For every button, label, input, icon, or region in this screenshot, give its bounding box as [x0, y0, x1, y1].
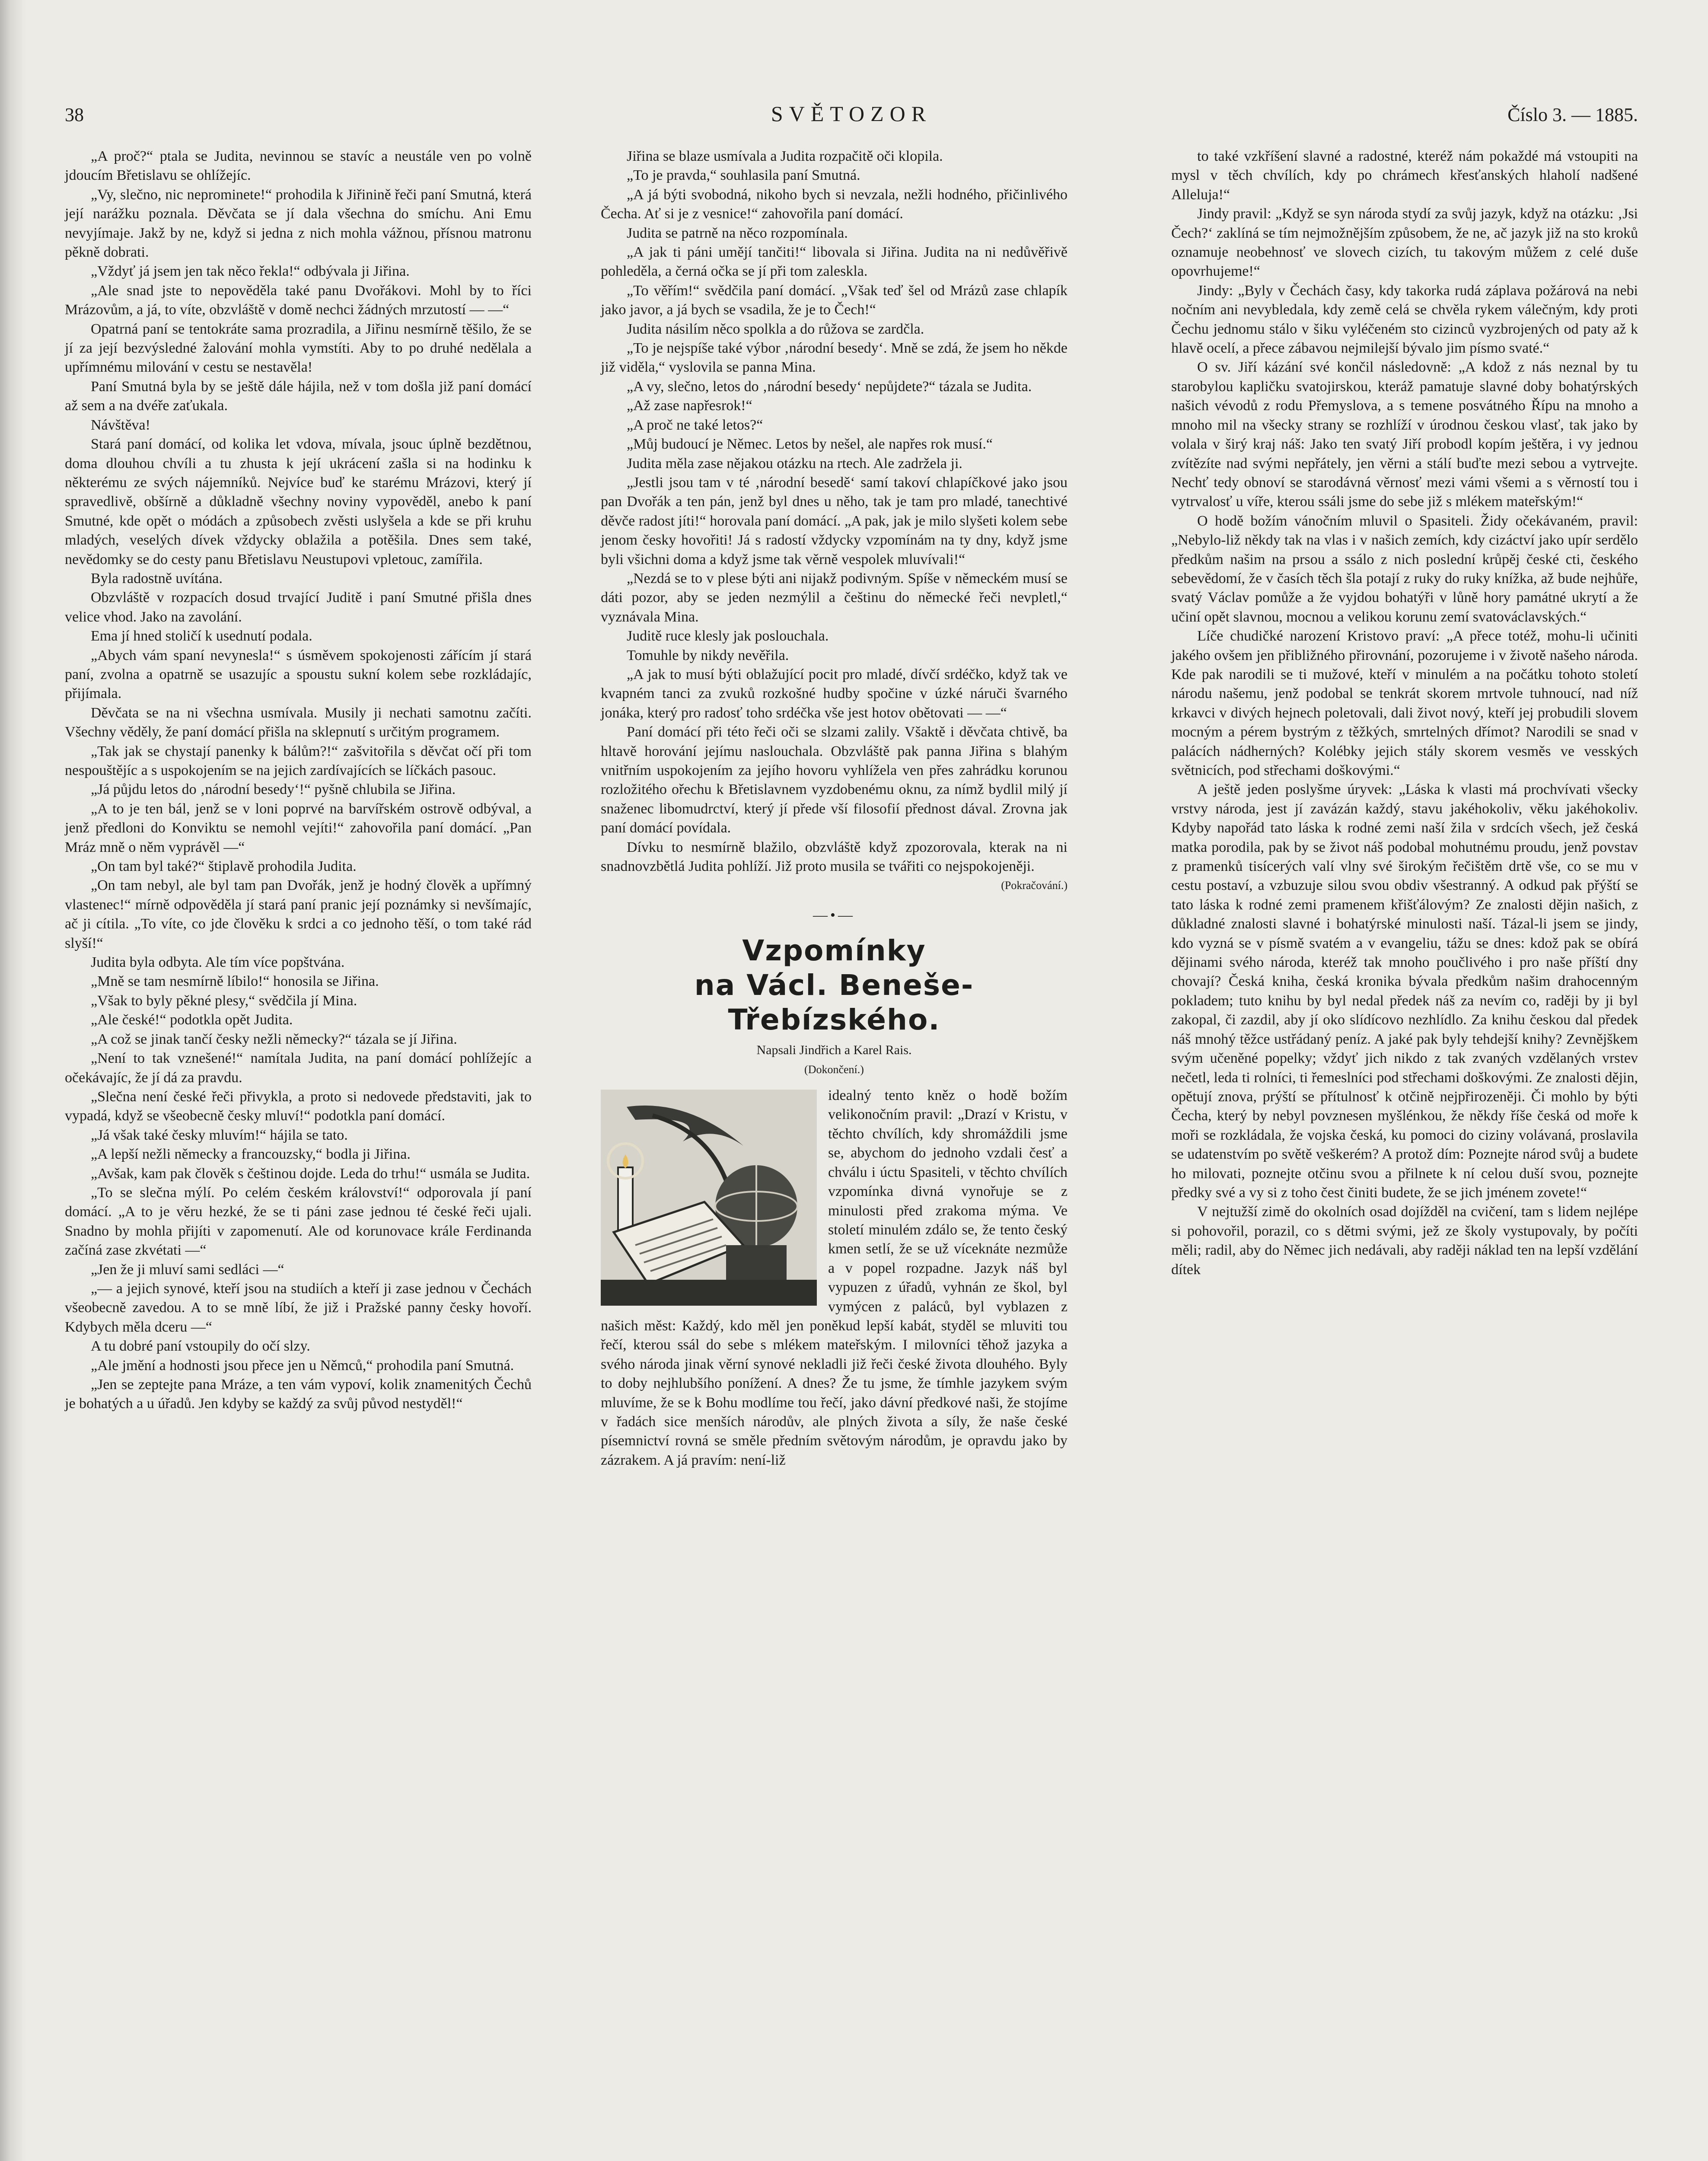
page-header: [65, 99, 1638, 134]
paragraph: „Až zase napřesrok!“: [627, 398, 752, 414]
paragraph: idealný tento kněz o hodě božím velikonočním pravil: „Drazí v Kristu, v těchto chvílích, kdy shromáždili jsme se, abychom do jednoho vzdali česť a chválu i úctu Spasiteli, v těchto chvílích vzpomínka divná vynořuje se z minulosti před zrakoma mýma. Ve století minulém zdálo se, že tento český kmen setlí, že se už víceknáte nezmůže a v popel rozpadne. Jazyk náš byl vypuzen z úřadů, vyhnán ze škol, byl vymýcen z paláců, byl vyblazen z našich měst: Každý, kdo měl jen poněkud lepší kabát, styděl se mluviti tou řečí, kterou ssál do sebe s mlékem mateřským. I milovníci těhož jazyka a svého národa jinak věrní synové nekladli již řeči české života dlouhého. Byly to doby nejhlubšího ponížení. A dnes? Že tu jsme, že tímhle jazykem svým mluvíme, že se k Bohu modlíme tou řečí, jako dávní předkové naši, že stojíme v řadách sice menších národův, ale plných života a síly, že naše české písemnictví rovná se směle předním světovým národům, je opravdu jako by zázrakem. A já pravím: není-liž: [601, 1087, 1068, 1468]
paragraph: „Není to tak vznešené!“ namítala Judita, na paní domácí pohlížejíc a očekávajíc, že jí dá za pravdu.: [65, 1050, 532, 1086]
column-3: [1171, 147, 1638, 1279]
paragraph: O hodě božím vánočním mluvil o Spasiteli. Židy očekávaném, pravil: „Nebylo-liž někdy tak na vlas i v našich zemích, kdy cizáctví jako upír serdělo předkům našim na prsou a ssálo z nich poslední krůpěj české cti, českého sebevědomí, že v časích těch šla potají z ruky do ruky knížka, až bude nejhůře, svatý Václav pomůže a že vyjdou bohatýři v lůně hory památné ukrytí a že učiní opět slavnou, mocnou a velikou korunu zemí svatováclavských.“: [1171, 513, 1638, 625]
paragraph: Opatrná paní se tentokráte sama prozradila, a Jiřinu nesmírně těšilo, že se jí za její bezvýsledné žalování mohla vymstíti. Aby to po druhé nedělala a upřímnému milování v cestu se nestavěla!: [65, 321, 532, 376]
paragraph: „Já však také česky mluvím!“ hájila se tato.: [91, 1127, 348, 1143]
book-globe-candle-illustration: [601, 1090, 817, 1306]
paragraph: Jindy: „Byly v Čechách časy, kdy takorka rudá záplava požárová na nebi nočním ani nevybledala, kdy země celá se chvěla rykem válečným, kdy proti Čechu jednomu stálo v šiku vyléčeném sto cizinců vyzbrojených od paty až k hlavě ocelí, a přece zábavou nejmilejší bývalo jim písmo svaté.“: [1171, 282, 1638, 357]
section-ornament: —•—: [813, 907, 855, 923]
paragraph: „To se slečna mýlí. Po celém českém království!“ odporovala jí paní domácí. „A to je věru hezké, že se ti páni zase jednou té české řeči ujali. Snadno by mohla přijíti v zapomenutí. Ale od korunovace krále Ferdinanda začíná zase zkvétati —“: [65, 1184, 532, 1259]
paragraph: Stará paní domácí, od kolika let vdova, mívala, jsouc úplně bezdětnou, doma dlouhou chvíli a tu zhusta k její ukrácení zašla si na hodinku k některému ze svých nájemníků. Nejvíce buď ke starému Mrázovi, který jí spravedlivě, obšírně a důkladně všechny noviny vypověděl, anebo k paní Smutné, kde opět o módách a způsobech zvěsti uslyšela a kde se při kruhu mladých, veselých dívek vždycky oblažila a potěšila. Dnes sem také, nevědomky se do cesty panu Břetislavu Neustupovi vpletouc, zamířila.: [65, 436, 532, 567]
paragraph: V nejtužší zimě do okolních osad dojížděl na cvičení, tam s lidem nejlépe si pohovořil, porazil, co s dětmi svými, jež ze školy vystupovaly, by počíti měli; radil, aby do Němec jich nedávali, aby raději náklad ten na lepší vzdělání dítek: [1171, 1204, 1638, 1278]
paragraph: „A proč?“ ptala se Judita, nevinnou se stavíc a neustále ven po volně jdoucím Břetislavu se ohlížejíc.: [65, 148, 532, 184]
paragraph: „A proč ne také letos?“: [627, 417, 763, 433]
paragraph: „On tam byl také?“ štiplavě prohodila Judita.: [91, 858, 357, 875]
scan-page-edge: [0, 0, 26, 2161]
paragraph: „A vy, slečno, letos do ‚národní besedy‘ nepůjdete?“ tázala se Judita.: [627, 378, 1032, 395]
newspaper-page: [65, 99, 1638, 2161]
paragraph: Děvčata se na ni všechna usmívala. Musily ji nechati samotnu začíti. Všechny věděly, že paní domácí přišla na sklepnutí s určitým programem.: [65, 704, 532, 740]
paragraph: „Můj budoucí je Němec. Letos by nešel, ale napřes rok musí.“: [627, 436, 993, 453]
paragraph: Tomuhle by nikdy nevěřila.: [627, 647, 789, 663]
paragraph: „Vy, slečno, nic neprominete!“ prohodila k Jiřinině řeči paní Smutná, která její narážku poznala. Děvčata se jí dala všechna do smíchu. Ani Emu nevyjímaje. Jakž by ne, když si jedna z nich mohla vážnou, přísnou matronu pěkně dobrati.: [65, 186, 532, 261]
paragraph: Byla radostně uvítána.: [91, 570, 223, 586]
article-author: Napsali Jindřich a Karel Rais.: [756, 1043, 912, 1058]
paragraph: „Slečna není české řeči přivykla, a proto si nedovede představiti, jak to vypadá, když se všeobecně česky mluví!“ podotkla paní domácí.: [65, 1088, 532, 1124]
article-title-line2: na Václ. Beneše-Třebízského.: [694, 969, 974, 1037]
paragraph: „A jak ti páni umějí tančiti!“ libovala si Jiřina. Judita na ni nedůvěřivě pohleděla, a černá očka se jí při tom zaleskla.: [601, 244, 1068, 280]
paragraph: „Ale jmění a hodnosti jsou přece jen u Němců,“ prohodila paní Smutná.: [91, 1357, 514, 1374]
paragraph: Dívku to nesmírně blažilo, obzvláště když zpozorovala, kterak na ni snadnovzbětlá Judita pohlíží. Již proto musila se tvářiti co nejspokojeněji.: [601, 839, 1068, 875]
paragraph: Jindy pravil: „Když se syn národa stydí za svůj jazyk, když na otázku: ‚Jsi Čech?‘ zaklíná se tím nejmožnějším způsobem, že ne, ač jazyk již na sto kroků oznamuje neobehnosť ve slovech cizích, tu takovým můžem z celé duše opovrhujeme!“: [1171, 206, 1638, 280]
story-continuation: [601, 147, 1068, 876]
paragraph: „To věřím!“ svědčila paní domácí. „Však teď šel od Mrázů zase chlapík jako javor, a já bych se vsadila, že je to Čech!“: [601, 282, 1068, 318]
paragraph: „A jak to musí býti oblažující pocit pro mladé, dívčí srdéčko, když tak ve kvapném tanci za zvuků rozkošné hudby spočine v úzké náruči švarného jonáka, který pro radosť toho srdéčka vše jest hotov obětovati — —“: [601, 666, 1068, 721]
paragraph: „Jen se zeptejte pana Mráze, a ten vám vypoví, kolik znamenitých Čechů je bohatých a u úřadů. Jen kdyby se každý za svůj původ nestyděl!“: [65, 1377, 532, 1412]
paragraph: „A lepší nežli německy a francouzsky,“ bodla ji Jiřina.: [91, 1146, 411, 1163]
paragraph: „To je pravda,“ souhlasila paní Smutná.: [627, 167, 860, 184]
paragraph: „Já půjdu letos do ‚národní besedy‘!“ pyšně chlubila se Jiřina.: [91, 781, 456, 798]
paragraph: Návštěva!: [91, 417, 150, 433]
paragraph: „Abych vám spaní nevynesla!“ s úsměvem spokojenosti zářícím jí stará paní, zvolna a opatrně se usazujíc a spoustu sukní kolem sebe rozkládajíc, přijímala.: [65, 647, 532, 702]
continued-note: (Pokračování.): [1001, 879, 1068, 892]
journal-title: SVĚTOZOR: [771, 102, 932, 126]
paragraph: A ještě jeden poslyšme úryvek: „Láska k vlasti má prochvívati všecky vrstvy národa, jest jí zavázán každý, stavu jakéhokoliv, věku jakéhokoliv. Kdyby napořád tato láska k rodné zemi naší žila v srdcích všech, jež česká matka porodila, pak by se život náš podobal mohutnému proudu, jenž povstav z pramenků tisícerých valí vlny své širokým řečištěm drtě vše, co se mu v cestu postaví, a vzbuzuje silou svou obdiv všestranný. A odkud pak přýští se tato láska k rodné zemi pramenem křišťálovým? Ze znalosti dějin našich, z důkladné znalosti slavné i bohatýrské minulosti naší. Tázal-li jsem se jindy, kdo vyzná se v písmě svatém a v evangeliu, tážu se dnes: kdož pak se obírá dějinami svého národa, kteréž tak mnoho poučlivého i pro naše příští dny chovají? Česká kniha, česká kronika bývala předkům našim drahocenným pokladem; tuto knihu by byl nedal předek náš za nevím co, raději by ji byl zakopal, či zazdil, aby jí oko slídícovo nezhlídlo. Za knihu českou dal předek náš mnohý těžce ustřádaný peníz. A jaké pak byly tehdejší knihy? Zevnějškem svým učeněné popelky; vždyť jich nikdo z tak zvaných vzdělaných vrstev nečetl, leda ti rolníci, ti řemeslníci pod střechami doškovými. Ze znalosti dějin, opětují znova, prýští se přítulnosť k otčině nejpřirozeněji. Či mohlo by býti Čecha, který by nebyl povznesen myšlénkou, že někdy říše česká od moře k moři se rozkládala, že vojska česká, ku pomoci do ciziny volávaná, proslavila se udatenstvím po světě veškerém? A protož dím: Poznejte národ svůj a budete ho milovati, poznejte otčinu svou a přilnete k ní celou duší svou, poznejte předky své a vy si z toho čest činiti budete, že se jich jménem zovete!“: [1171, 781, 1638, 1201]
paragraph: Juditě ruce klesly jak poslouchala.: [627, 628, 829, 644]
paragraph: „Vždyť já jsem jen tak něco řekla!“ odbývala ji Jiřina.: [91, 263, 410, 280]
paragraph: „A což se jinak tančí česky nežli německy?“ tázala se jí Jiřina.: [91, 1031, 457, 1047]
paragraph: Obzvláště v rozpacích dosud trvající Juditě i paní Smutné přišla dnes velice vhod. Jako na zavolání.: [65, 590, 532, 625]
paragraph: to také vzkříšení slavné a radostné, kteréž nám pokaždé má vstoupiti na mysl v těch chvílích, kdy po chrámech křesťanských hlaholí nadšené Alleluja!“: [1171, 148, 1638, 203]
paragraph: Líče chudičké narození Kristovo praví: „A přece totéž, mohu-li učiniti jakého ovšem jen přibližného přirovnání, pozorujeme i v životě našeho národa. Kde pak narodili se ti mužové, kteří v minulém a na počátku tohoto století národu našemu, jenž podobal se tenkrát skorem mrtvole tuhnoucí, nad níž krkavci v divých hejnech poletovali, dali život nový, kteří jej probudili slovem mocným a pérem bystrým z těžkých, smrtelných dřímot? Narodili se snad v palácích nádherných? Kolébky jejich stály skorem vesměs ve vesských světnicích, pod střechami doškovými.“: [1171, 628, 1638, 778]
initial-illustration: [601, 1090, 817, 1306]
paragraph: Judita byla odbyta. Ale tím více popštvána.: [91, 954, 345, 971]
paragraph: „Jen že ji mluví sami sedláci —“: [91, 1261, 284, 1278]
paragraph: „Tak jak se chystají panenky k bálům?!“ zašvitořila s děvčat očí při tom nespouštějíc a s uspokojením se na jejich zardívajících se líčkách pasouc.: [65, 743, 532, 778]
paragraph: Jiřina se blaze usmívala a Judita rozpačitě oči klopila.: [627, 148, 943, 164]
paragraph: Ema jí hned stoličí k usednutí podala.: [91, 628, 312, 644]
paragraph: „To je nejspíše také výbor ‚národní besedy‘. Mně se zdá, že jsem ho někde již viděla,“ vyslovila se panna Mina.: [601, 340, 1068, 376]
paragraph: „Ale české!“ podotkla opět Judita.: [91, 1012, 293, 1028]
column-1: [65, 147, 532, 1414]
paragraph: „Avšak, kam pak člověk s češtinou dojde. Leda do trhu!“ usmála se Judita.: [91, 1165, 530, 1182]
paragraph: „Mně se tam nesmírně líbilo!“ honosila se Jiřina.: [91, 973, 379, 990]
article-title-line1: Vzpomínky: [742, 934, 926, 968]
paragraph: „— a jejich synové, kteří jsou na studiích a kteří ji zase jednou v Čechách všeobecně zavedou. A to se mně líbí, že již i Pražské panny česky hovoří. Kdybych měla dceru —“: [65, 1280, 532, 1335]
paragraph: Judita se patrně na něco rozpomínala.: [627, 225, 848, 241]
paragraph: Paní domácí při této řeči oči se slzami zalily. Všaktě i děvčata chtivě, ba hltavě horování jejímu naslouchala. Obzvláště pak panna Jiřina s blahým vnitřním uspokojením za jejího hovoru vyhlížela ven přes zahrádku korunou rozložitého ořechu k Břetislavnem vyzdobenému oknu, za nímž bydlil milý jí snaženec libomudrctví, který jí přede vší filosofií přednost dával. Zrovna jak paní domácí povídala.: [601, 724, 1068, 836]
paragraph: Paní Smutná byla by se ještě dále hájila, než v tom došla již paní domácí až sem a na dvéře zaťukala.: [65, 378, 532, 414]
paragraph: O sv. Jiří kázání své končil následovně: „A kdož z nás neznal by tu starobylou kapličku svatojirskou, kteráž pamatuje slavné doby bohatýrských našich vévodů z rodu Přemyslova, a s temene posvátného Řípu na mnoho a mnoho mil na všecky strany se rozhlíží v úrodnou českou vlasť, tak jako by volala v širý kraj náš: Jako ten svatý Jiří probodl kopím ještěra, i vy jednou zvítězíte nad svými nepřátely, jen věrni a stálí buďte mezi sebou a vytrvejte. Nechť tedy obnoví se starodávná věrnosť mezi vámi všemi a s věrností tou i vytrvalosť u víře, kterou ssáli jsme do sebe již s mlékem mateřským!“: [1171, 359, 1638, 510]
page-number: 38: [65, 104, 84, 125]
issue-label: Číslo 3. — 1885.: [1507, 104, 1638, 125]
paragraph: „Jestli jsou tam v té ‚národní besedě‘ samí takoví chlapíčkové jako jsou pan Dvořák a ten pán, jenž byl dnes u něho, tak je tam pro mladé, tanechtivé děvče radost jíti!“ horovala paní domácí. „A pak, jak je milo slyšeti kolem sebe jenom česky hovořiti! Já s radostí vždycky vzpomínám na ty dny, když jsme byli všichni doma a když jsme tak věrně vespolek mluvívali!“: [601, 474, 1068, 567]
paragraph: Judita násilím něco spolkla a do růžova se zardčla.: [627, 321, 924, 337]
paragraph: A tu dobré paní vstoupily do očí slzy.: [91, 1338, 310, 1355]
paragraph: Judita měla zase nějakou otázku na rtech. Ale zadržela ji.: [627, 455, 962, 472]
paragraph: „Ale snad jste to nepověděla také panu Dvořákovi. Mohl by to říci Mrázovům, a já, to víte, obzvláště v domě nechci žádných mrzutostí — —“: [65, 282, 532, 318]
paragraph: „Nezdá se to v plese býti ani nijakž podivným. Spíše v německém musí se dáti pozor, aby se jeden nezmýlil a češtinu do německé řeči nevpletl,“ vyznávala Mina.: [601, 570, 1068, 625]
paragraph: „A to je ten bál, jenž se v loni poprvé na barvířském ostrově odbýval, a jenž předloni do Konviktu se nemohl vejíti!“ zahovořila paní domácí. „Pan Mráz mně o něm vyprávěl —“: [65, 800, 532, 855]
column-2: [601, 147, 1068, 1470]
paragraph: „A já býti svobodná, nikoho bych si nevzala, nežli hodného, přičinlivého Čecha. Ať si je z vesnice!“ zahovořila paní domácí.: [601, 186, 1068, 222]
paragraph: „On tam nebyl, ale byl tam pan Dvořák, jenž je hodný člověk a upřímný vlastenec!“ mírně odpověděla jí stará paní pranic její poznámky si nevšímajíc, ač ji cítila. „To víte, co jde člověku k srdci a co jednoho těší, o tom také rád slyší!“: [65, 877, 532, 951]
paragraph: „Však to byly pěkné plesy,“ svědčila jí Mina.: [91, 992, 357, 1009]
article-note: (Dokončení.): [804, 1063, 864, 1076]
